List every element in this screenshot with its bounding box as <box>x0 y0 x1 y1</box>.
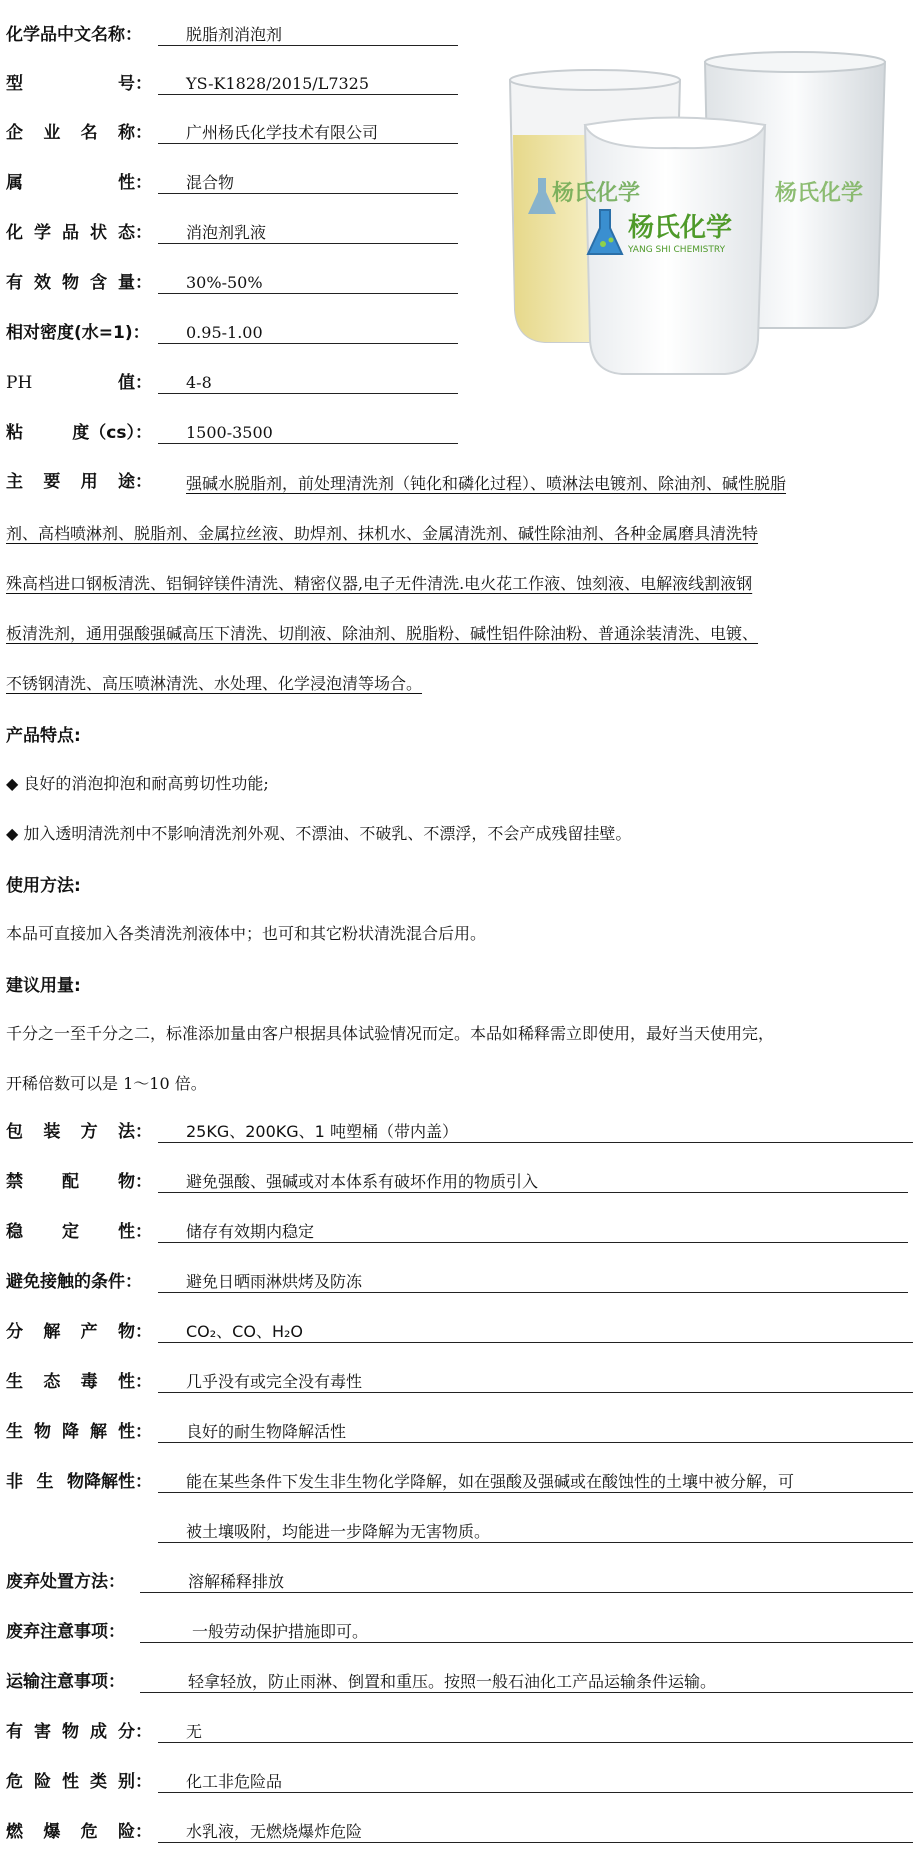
value-company: 广州杨氏化学技术有限公司 <box>158 122 458 144</box>
usage-line-5: 不锈钢清洗、高压喷淋清洗、水处理、化学浸泡清等场合。 <box>6 674 423 693</box>
value-ecotoxicity: 几乎没有或完全没有毒性 <box>158 1371 913 1393</box>
value-state: 消泡剂乳液 <box>158 222 458 244</box>
label-abiotic-degradation: 非 生 物降解性： <box>6 1472 152 1492</box>
value-abiotic-degradation: 能在某些条件下发生非生物化学降解，如在强酸及强碱或在酸蚀性的土壤中被分解，可 <box>158 1471 913 1493</box>
value-transport-notes: 轻拿轻放，防止雨淋、倒置和重压。按照一般石油化工产品运输条件运输。 <box>140 1671 913 1693</box>
label-disposal-notes: 废弃注意事项： <box>6 1622 125 1642</box>
label-packaging: 包 装 方 法： <box>6 1122 152 1142</box>
label-viscosity: 粘 度（cs）： <box>6 423 152 443</box>
label-avoid-conditions: 避免接触的条件： <box>6 1272 142 1292</box>
value-active-content: 30%-50% <box>158 272 458 294</box>
brand-en: YANG SHI CHEMISTRY <box>628 245 726 255</box>
method-title: 使用方法: <box>6 876 81 896</box>
value-density: 0.95-1.00 <box>158 322 458 344</box>
dosage-line-1: 千分之一至千分之二，标准添加量由客户根据具体试验情况而定。本品如稀释需立即使用，最好当天使用完， <box>6 1024 775 1043</box>
label-company: 企 业 名 称： <box>6 123 152 143</box>
value-hazardous-components: 无 <box>158 1721 913 1743</box>
label-decomposition: 分 解 产 物： <box>6 1322 152 1342</box>
value-decomposition: CO₂、CO、H₂O <box>158 1321 913 1343</box>
label-hazard-class: 危 险 性 类 别： <box>6 1772 152 1792</box>
label-biodegradability: 生 物 降 解 性： <box>6 1422 152 1442</box>
label-active-content: 有 效 物 含 量： <box>6 273 152 293</box>
label-stability: 稳 定 性： <box>6 1222 152 1242</box>
value-disposal-method: 溶解稀释排放 <box>140 1571 913 1593</box>
label-disposal-method: 废弃处置方法： <box>6 1572 125 1592</box>
value-stability: 储存有效期内稳定 <box>158 1221 908 1243</box>
feature-item-2: ◆ 加入透明清洗剂中不影响清洗剂外观、不漂油、不破乳、不漂浮，不会产成残留挂壁。 <box>6 824 632 843</box>
usage-line-4: 板清洗剂，通用强酸强碱高压下清洗、切削液、除油剂、脱脂粉、碱性铝件除油粉、普通涂装清洗、电镀、 <box>6 624 759 643</box>
value-disposal-notes: 一般劳动保护措施即可。 <box>140 1621 913 1643</box>
label-state: 化 学 品 状 态： <box>6 223 152 243</box>
value-model: YS-K1828/2015/L7325 <box>158 73 458 95</box>
dosage-title: 建议用量: <box>6 976 81 996</box>
value-explosion-hazard: 水乳液，无燃烧爆炸危险 <box>158 1821 913 1843</box>
value-hazard-class: 化工非危险品 <box>158 1771 913 1793</box>
label-incompatible: 禁 配 物： <box>6 1172 152 1192</box>
value-packaging: 25KG、200KG、1 吨塑桶（带内盖） <box>158 1121 913 1143</box>
label-ecotoxicity: 生 态 毒 性： <box>6 1372 152 1392</box>
brand-cn: 杨氏化学 <box>628 213 733 243</box>
usage-line-1: 强碱水脱脂剂，前处理清洗剂（钝化和磷化过程）、喷淋法电镀剂、除油剂、碱性脱脂 <box>186 474 787 493</box>
label-hazardous-components: 有 害 物 成 分： <box>6 1722 152 1742</box>
dosage-line-2: 开稀倍数可以是 1～10 倍。 <box>6 1074 207 1093</box>
value-avoid-conditions: 避免日晒雨淋烘烤及防冻 <box>158 1271 908 1293</box>
feature-item-1: ◆ 良好的消泡抑泡和耐高剪切性功能; <box>6 774 269 793</box>
method-text: 本品可直接加入各类清洗剂液体中；也可和其它粉状清洗混合后用。 <box>6 924 487 943</box>
label-attribute: 属 性： <box>6 173 152 193</box>
label-chinese-name: 化学品中文名称： <box>6 25 142 45</box>
usage-line-3: 殊高档进口钢板清洗、铝铜锌镁件清洗、精密仪器,电子无件清洗.电火花工作液、蚀刻液、电解液线割液钢 <box>6 574 753 593</box>
value-chinese-name: 脱脂剂消泡剂 <box>158 24 458 46</box>
value-ph: 4-8 <box>158 372 458 394</box>
value-incompatible: 避免强酸、强碱或对本体系有破坏作用的物质引入 <box>158 1171 908 1193</box>
value-biodegradability: 良好的耐生物降解活性 <box>158 1421 913 1443</box>
label-usage: 主 要 用 途： <box>6 472 152 492</box>
value-attribute: 混合物 <box>158 172 458 194</box>
label-explosion-hazard: 燃 爆 危 险： <box>6 1822 152 1842</box>
label-ph: PH 值： <box>6 373 152 393</box>
features-title: 产品特点: <box>6 726 81 746</box>
label-model: 型 号： <box>6 74 152 94</box>
value-viscosity: 1500-3500 <box>158 422 458 444</box>
brand-cn-left: 杨氏化学 <box>552 181 641 206</box>
usage-line-2: 剂、高档喷淋剂、脱脂剂、金属拉丝液、助焊剂、抹机水、金属清洗剂、碱性除油剂、各种金属磨具清洗特 <box>6 524 759 543</box>
value-abiotic-degradation-cont: 被土壤吸附，均能进一步降解为无害物质。 <box>158 1521 913 1543</box>
label-density: 相对密度(水=1)： <box>6 323 150 343</box>
label-transport-notes: 运输注意事项： <box>6 1672 125 1692</box>
product-beakers-image <box>490 40 910 390</box>
brand-cn-right: 杨氏化学 <box>775 181 864 206</box>
